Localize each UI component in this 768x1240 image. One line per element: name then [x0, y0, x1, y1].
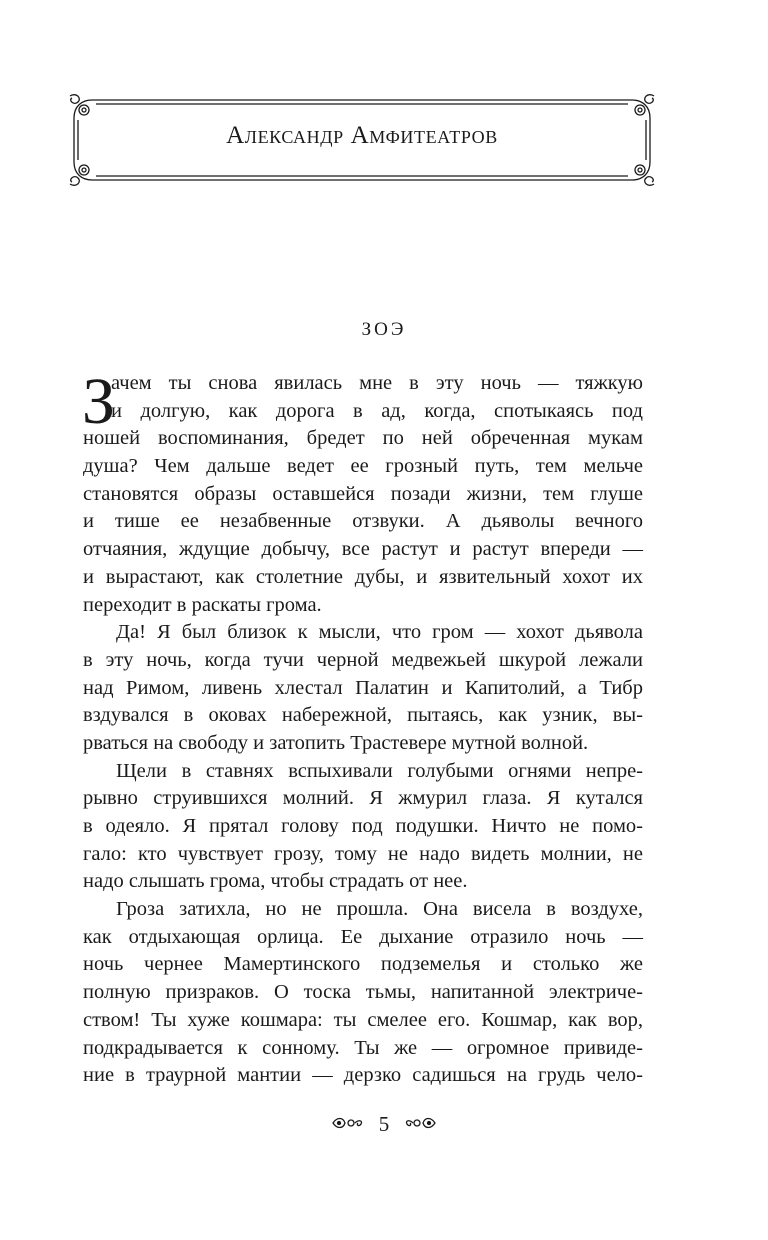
text-line: над Римом, ливень хлестал Палатин и Капитолий, а Тибр	[83, 676, 643, 699]
text-line: ачем ты снова явилась мне в эту ночь — тяжкую	[111, 372, 643, 394]
text-line: полную призраков. О тоска тьмы, напитанной электриче-	[83, 981, 643, 1004]
text-line: ношей воспоминания, бредет по ней обреченная мукам	[83, 427, 643, 450]
text-line: подкрадывается к сонному. Ты же — огромное привиде-	[83, 1036, 643, 1059]
running-head-frame	[62, 92, 662, 188]
text-line: и тише ее незабвенные отзвуки. А дьяволы вечного	[83, 510, 643, 533]
fleuron-left-icon	[331, 1112, 365, 1137]
text-line: ние в траурной мантии — дерзко садишься на грудь чело-	[83, 1064, 643, 1087]
text-line: Гроза затихла, но не прошла. Она висела в воздухе,	[116, 898, 643, 921]
chapter-title: зоэ	[361, 311, 407, 341]
text-line: как отдыхающая орлица. Ее дыхание отразило ночь —	[83, 925, 643, 948]
corner-scroll-br	[632, 162, 654, 185]
fleuron-right-icon	[403, 1112, 437, 1137]
text-line: в эту ночь, когда тучи черной медвежьей шкурой лежали	[83, 648, 643, 671]
text-line: рваться на свободу и затопить Трастевере мутной волной.	[83, 731, 589, 754]
text-line: отчаяния, ждущие добычу, все растут и растут впереди —	[83, 538, 643, 561]
text-line: становятся образы оставшейся позади жизни, тем глуше	[83, 482, 643, 505]
text-line: Да! Я был близок к мысли, что гром — хохот дьявола	[116, 621, 643, 644]
running-head-author: Александр Амфитеатров	[226, 122, 498, 149]
text-line: рывно струившихся молний. Я жмурил глаза. Я кутался	[83, 787, 643, 810]
text-line: душа? Чем дальше ведет ее грозный путь, тем мельче	[83, 455, 643, 478]
page-number: 5	[378, 1111, 390, 1136]
text-line: Щели в ставнях вспыхивали голубыми огнями непре-	[116, 759, 643, 782]
text-line: и вырастают, как столетние дубы, и язвительный хохот их	[83, 565, 643, 588]
corner-scroll-tl	[70, 95, 92, 118]
text-line: ством! Ты хуже кошмара: ты смелее его. Кошмар, как вор,	[83, 1008, 643, 1031]
text-line: надо слышать грома, чтобы страдать от нее.	[83, 870, 468, 893]
text-line: гало: кто чувствует грозу, тому не надо видеть молнии, не	[83, 842, 643, 865]
drop-cap: З	[82, 365, 116, 438]
text-line: в одеяло. Я прятал голову под подушки. Ничто не помо-	[83, 815, 643, 837]
corner-scroll-tr	[632, 95, 654, 118]
text-line: и долгую, как дорога в ад, когда, спотыкаясь под	[111, 399, 643, 422]
page-footer	[0, 1110, 768, 1137]
text-line: переходит в раскаты грома.	[83, 593, 322, 616]
text-line: вздувался в оковах набережной, пытаясь, как узник, вы-	[83, 704, 643, 727]
text-line: ночь чернее Мамертинского подземелья и столько же	[83, 953, 643, 976]
corner-scroll-bl	[70, 162, 92, 185]
body-text	[82, 365, 643, 1090]
